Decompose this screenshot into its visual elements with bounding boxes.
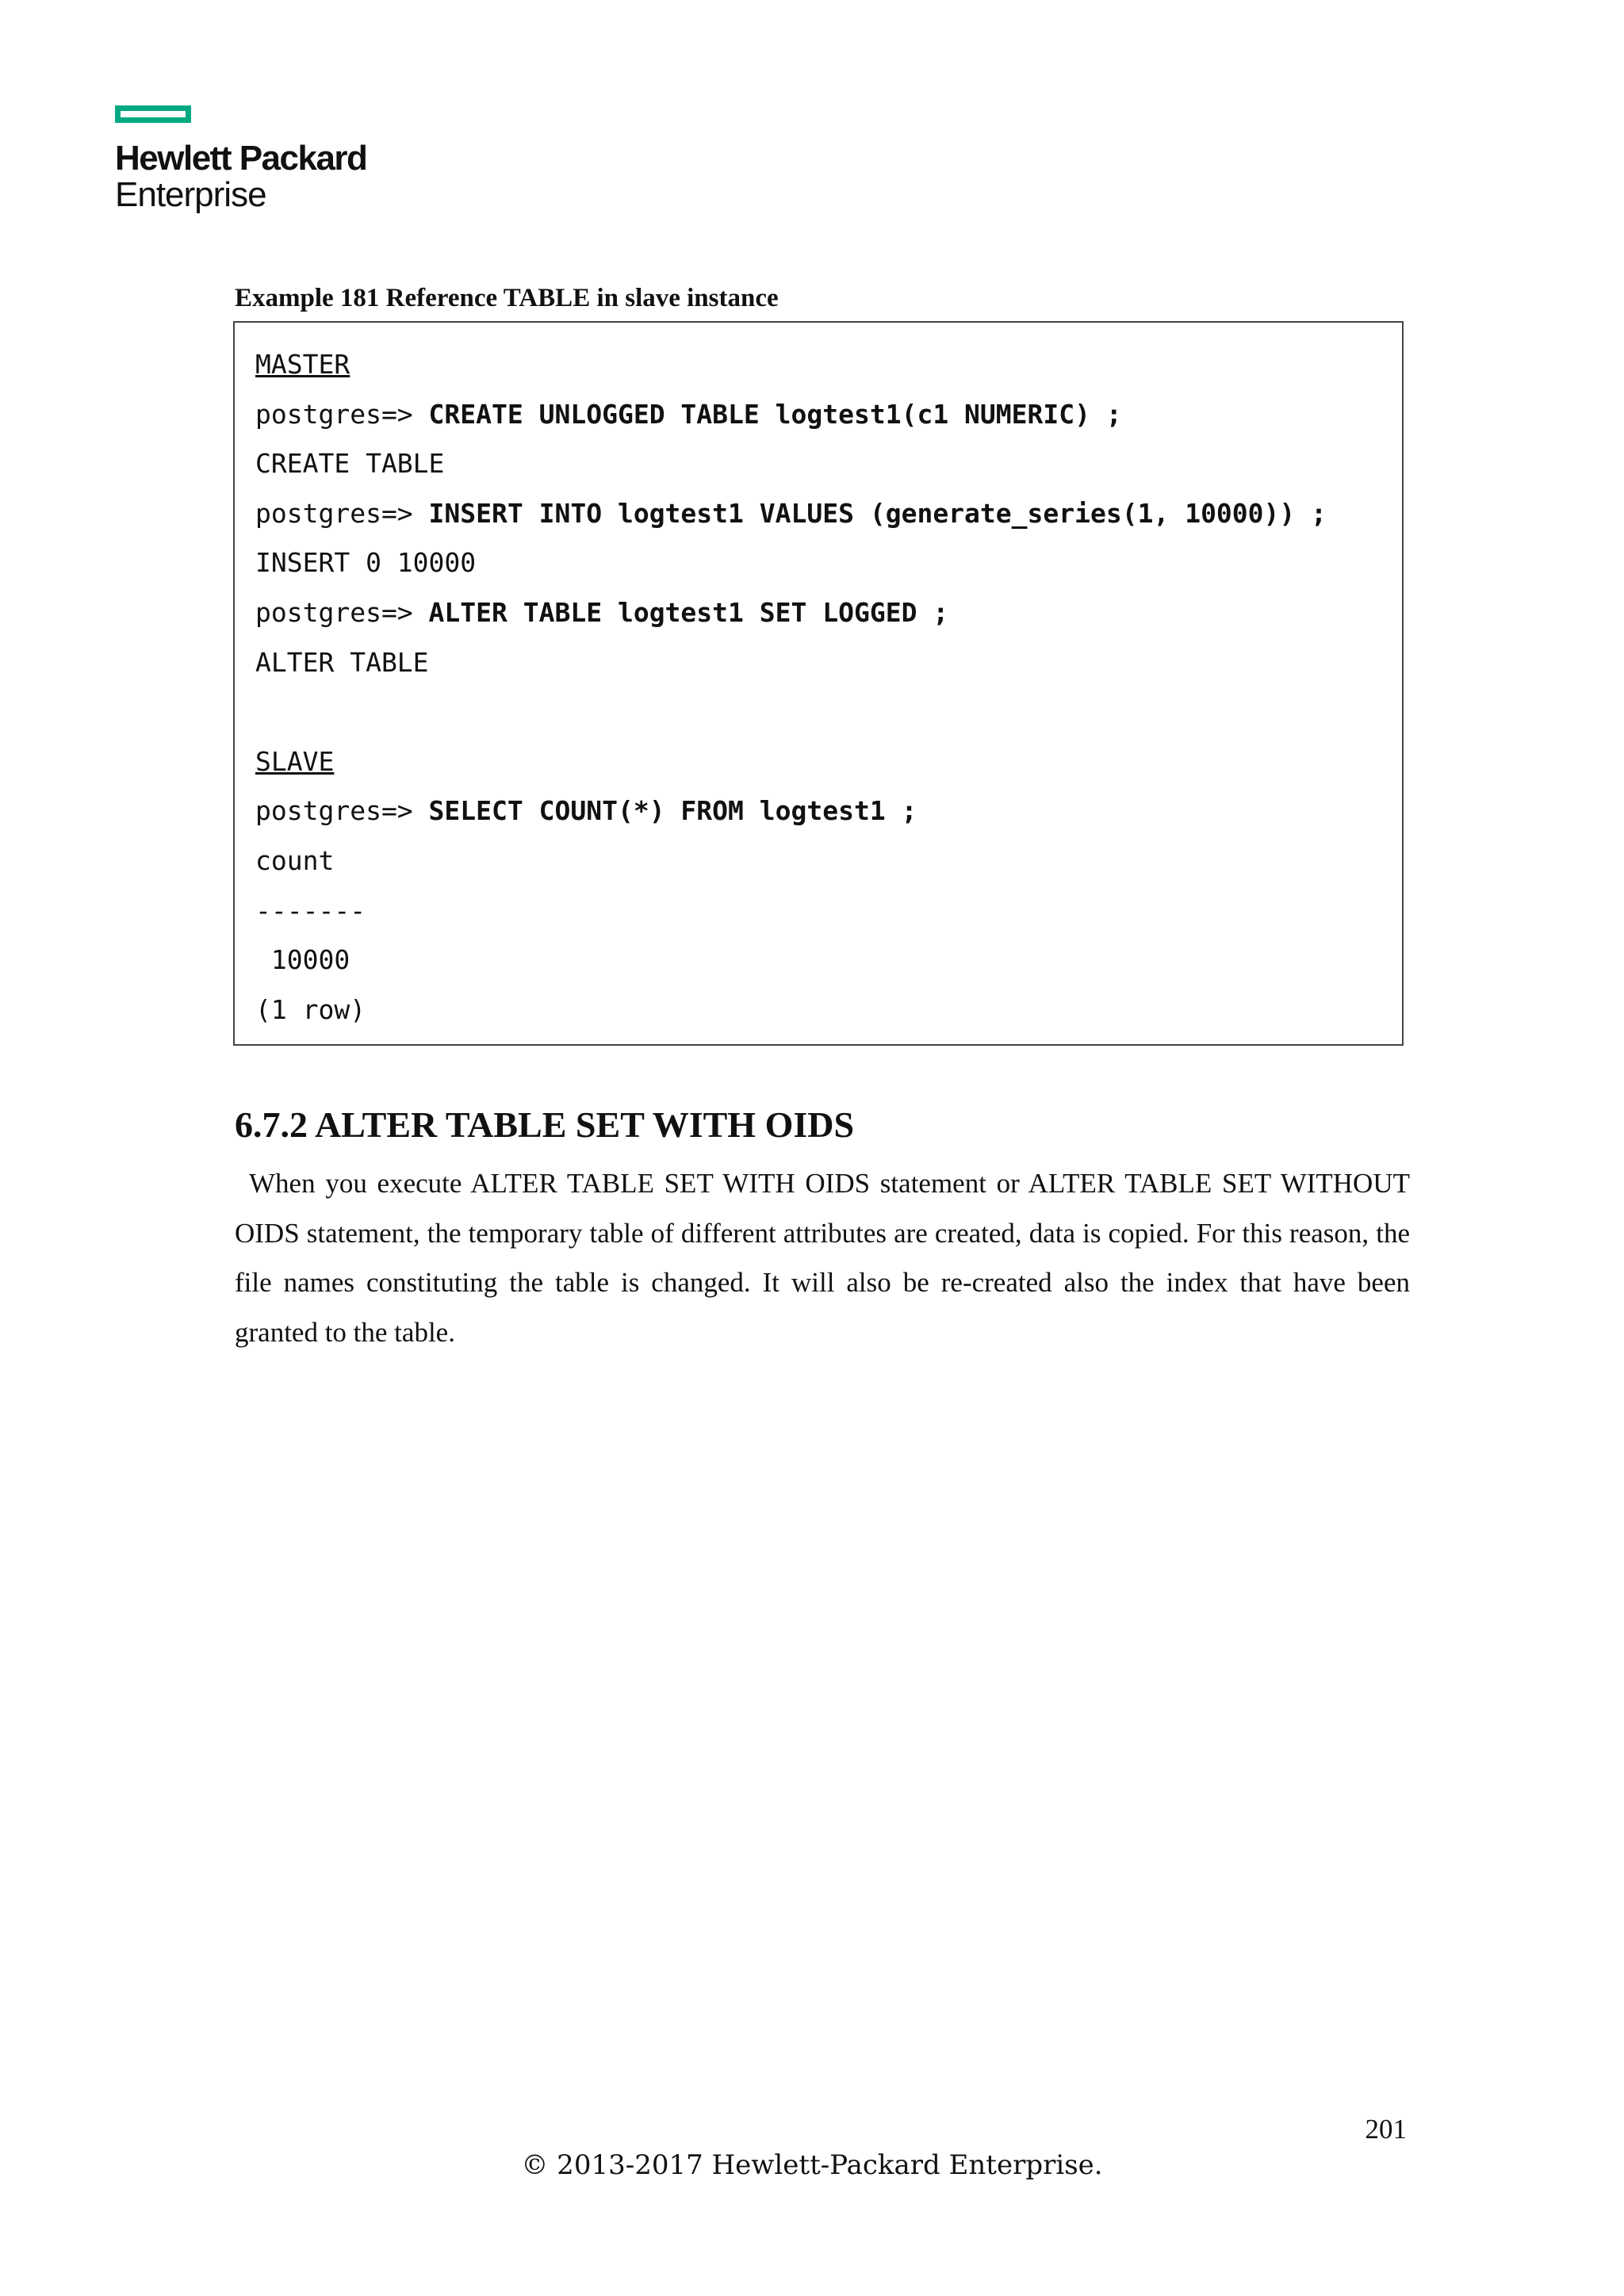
code-line bbox=[255, 936, 1402, 985]
code-line bbox=[255, 886, 1402, 936]
code-line bbox=[255, 836, 1402, 886]
code-line bbox=[255, 489, 1402, 539]
code-command: SELECT COUNT(*) FROM logtest1 ; bbox=[428, 795, 917, 827]
code-line bbox=[255, 985, 1402, 1035]
code-command: ALTER TABLE logtest1 SET LOGGED ; bbox=[428, 596, 949, 628]
code-line bbox=[255, 588, 1402, 638]
code-output: count bbox=[255, 844, 335, 876]
section-heading: 6.7.2 ALTER TABLE SET WITH OIDS bbox=[235, 1104, 855, 1145]
code-output: 10000 bbox=[255, 944, 350, 976]
code-line bbox=[255, 439, 1402, 489]
code-output: ALTER TABLE bbox=[255, 646, 429, 678]
copyright-footer: © 2013-2017 Hewlett-Packard Enterprise. bbox=[521, 2149, 1103, 2181]
code-line bbox=[255, 638, 1402, 688]
example-caption: Example 181 Reference TABLE in slave instance bbox=[235, 284, 779, 312]
logo-text-line1: Hewlett Packard bbox=[115, 139, 367, 178]
body-paragraph: When you execute ALTER TABLE SET WITH OIDS statement or ALTER TABLE SET WITHOUT OIDS statement, the temporary table of different attributes are created, data is copied. For this reason, the file names constituting the table is changed. It will also be re-created also the index that have been granted to the table. bbox=[235, 1168, 1410, 1349]
code-line bbox=[255, 786, 1402, 836]
hpe-logo-element-icon bbox=[115, 105, 191, 123]
code-line bbox=[255, 340, 1402, 390]
code-line bbox=[255, 390, 1402, 440]
page-number: 201 bbox=[1365, 2114, 1407, 2145]
code-command: INSERT INTO logtest1 VALUES (generate_series(1, 10000)) ; bbox=[428, 497, 1327, 529]
code-prompt: postgres=> bbox=[255, 398, 429, 430]
code-section-label: MASTER bbox=[255, 349, 350, 380]
code-line bbox=[255, 538, 1402, 588]
code-prompt: postgres=> bbox=[255, 497, 429, 529]
logo-text-line2: Enterprise bbox=[115, 175, 266, 214]
code-command: CREATE UNLOGGED TABLE logtest1(c1 NUMERIC) ; bbox=[428, 398, 1122, 430]
code-output: ------- bbox=[255, 894, 366, 926]
code-line bbox=[255, 737, 1402, 787]
code-block bbox=[233, 321, 1404, 1046]
code-prompt: postgres=> bbox=[255, 596, 429, 628]
hpe-logo bbox=[115, 105, 369, 214]
code-prompt: postgres=> bbox=[255, 795, 429, 827]
code-section-label: SLAVE bbox=[255, 745, 335, 777]
code-output: INSERT 0 10000 bbox=[255, 547, 477, 579]
code-output: CREATE TABLE bbox=[255, 448, 445, 480]
code-output: (1 row) bbox=[255, 993, 366, 1025]
code-line bbox=[255, 687, 1402, 737]
